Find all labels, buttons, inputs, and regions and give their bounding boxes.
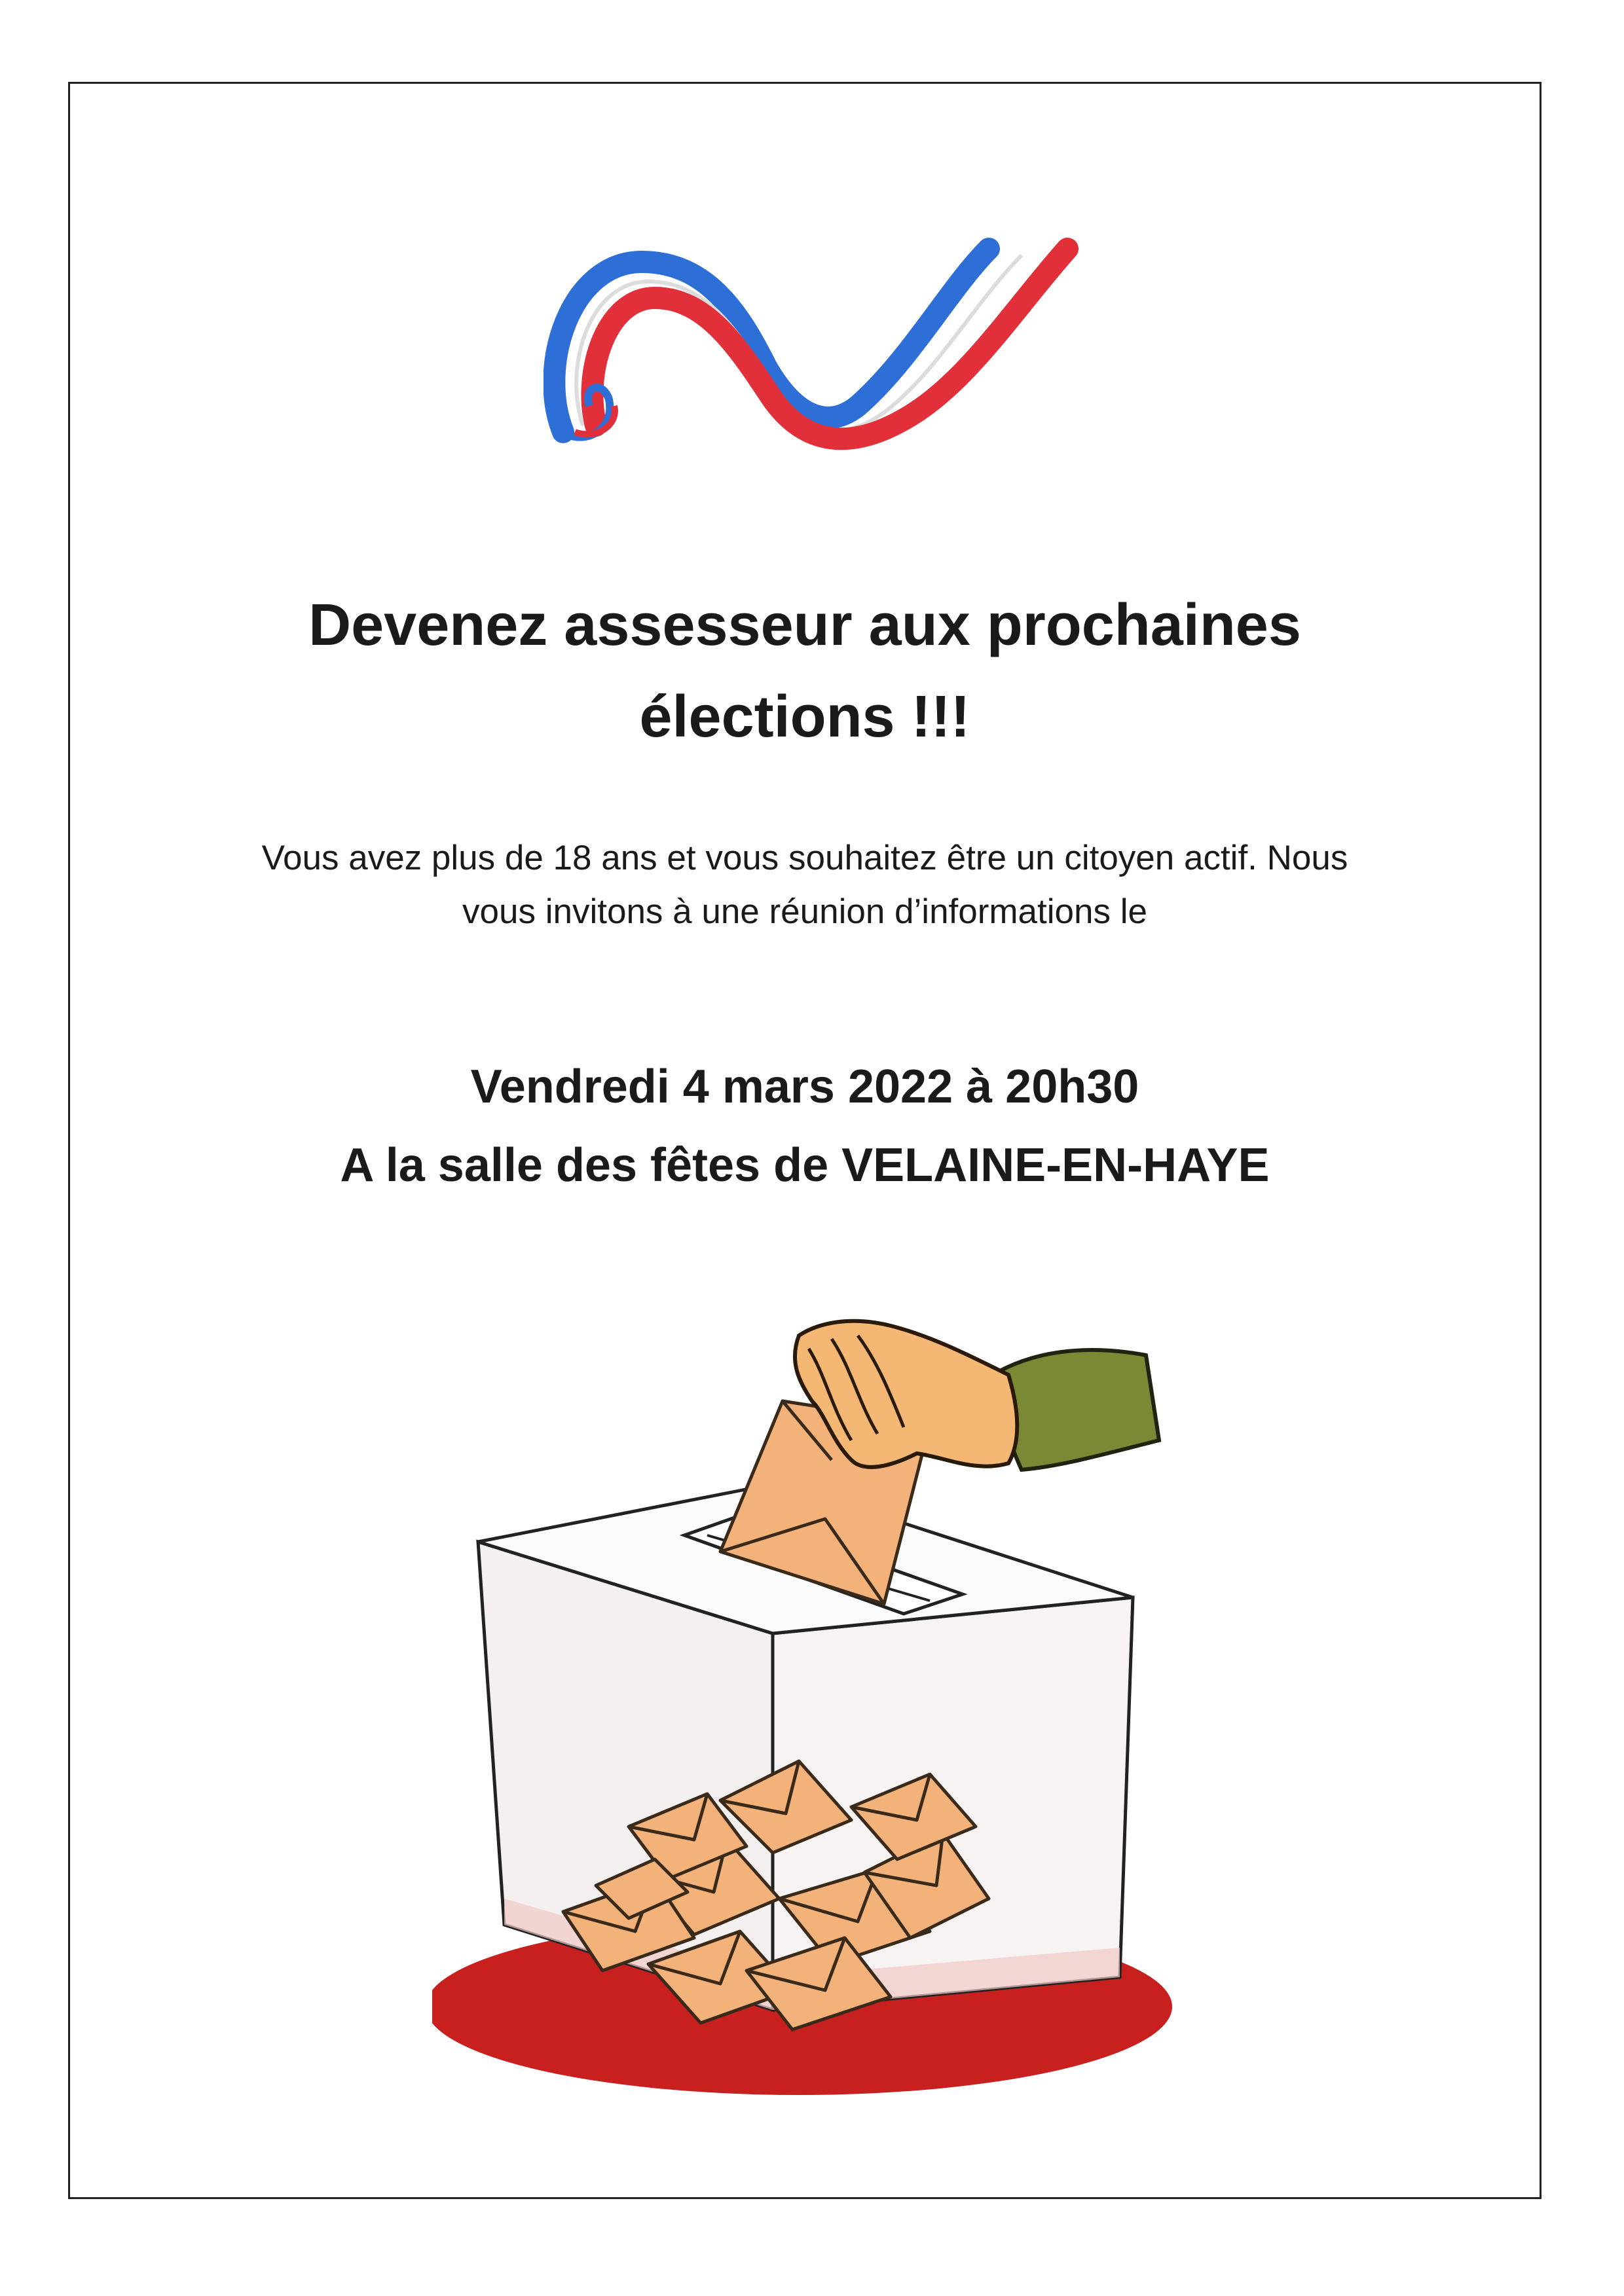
event-details — [68, 1048, 1541, 1205]
event-date: Vendredi 4 mars 2022 à 20h30 — [470, 1061, 1139, 1113]
intro-text — [68, 831, 1541, 939]
intro-line-2: vous invitons à une réunion d’informations le — [462, 892, 1147, 931]
ballot-box-illustration — [432, 1309, 1218, 2108]
headline — [68, 579, 1541, 763]
intro-line-1: Vous avez plus de 18 ans et vous souhaitez être un citoyen actif. Nous — [261, 839, 1348, 877]
arm-sleeve — [998, 1350, 1159, 1470]
headline-line-2: élections !!! — [639, 684, 970, 750]
headline-line-1: Devenez assesseur aux prochaines — [308, 592, 1301, 658]
tricolor-ribbon-icon — [544, 236, 1133, 458]
event-place: A la salle des fêtes de VELAINE-EN-HAYE — [340, 1139, 1270, 1192]
